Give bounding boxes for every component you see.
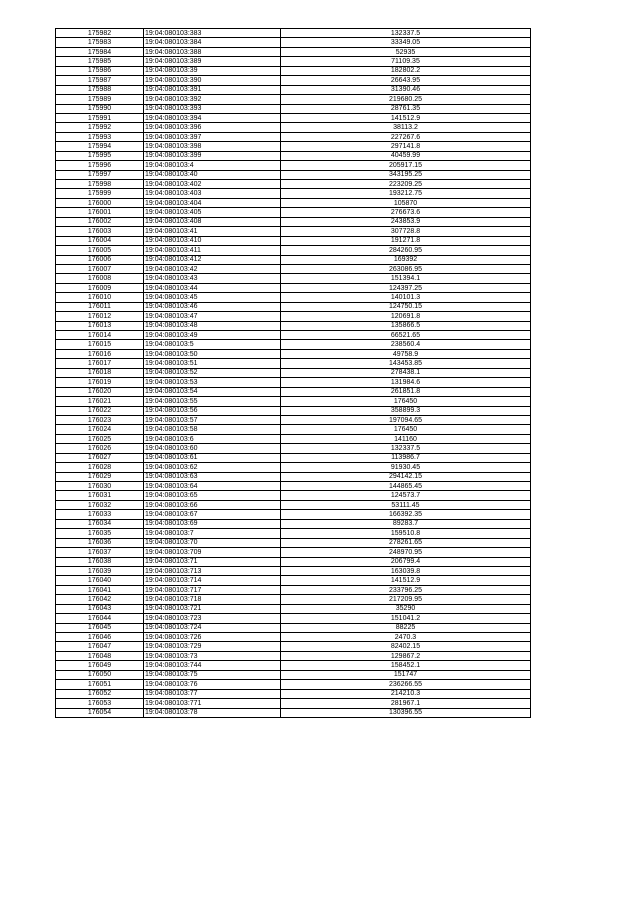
table-row [56, 689, 531, 698]
table-row [56, 633, 531, 642]
value-cell: 141512.9 [281, 113, 531, 122]
value-cell: 307728.8 [281, 227, 531, 236]
row-id-cell: 176044 [56, 614, 144, 623]
table-row [56, 208, 531, 217]
cadastral-number-cell: 19:04:080103:66 [144, 500, 281, 509]
cadastral-number-cell: 19:04:080103:57 [144, 415, 281, 424]
row-id-cell: 176030 [56, 482, 144, 491]
row-id-cell: 175997 [56, 170, 144, 179]
row-id-cell: 176053 [56, 699, 144, 708]
value-cell: 132337.5 [281, 29, 531, 38]
row-id-cell: 175983 [56, 38, 144, 47]
cadastral-number-cell: 19:04:080103:411 [144, 246, 281, 255]
value-cell: 191271.8 [281, 236, 531, 245]
cadastral-number-cell: 19:04:080103:724 [144, 623, 281, 632]
table-row [56, 302, 531, 311]
table-body [56, 29, 531, 718]
value-cell: 89283.7 [281, 519, 531, 528]
table-row [56, 227, 531, 236]
row-id-cell: 176003 [56, 227, 144, 236]
row-id-cell: 176018 [56, 368, 144, 377]
row-id-cell: 175990 [56, 104, 144, 113]
value-cell: 129867.2 [281, 651, 531, 660]
table-row [56, 415, 531, 424]
row-id-cell: 175989 [56, 95, 144, 104]
cadastral-number-cell: 19:04:080103:73 [144, 651, 281, 660]
table-row [56, 453, 531, 462]
cadastral-number-cell: 19:04:080103:67 [144, 510, 281, 519]
row-id-cell: 176014 [56, 331, 144, 340]
value-cell: 158452.1 [281, 661, 531, 670]
table-row [56, 29, 531, 38]
cadastral-number-cell: 19:04:080103:55 [144, 397, 281, 406]
table-row [56, 293, 531, 302]
table-row [56, 264, 531, 273]
table-row [56, 595, 531, 604]
row-id-cell: 176029 [56, 472, 144, 481]
value-cell: 140101.3 [281, 293, 531, 302]
cadastral-number-cell: 19:04:080103:51 [144, 359, 281, 368]
value-cell: 176450 [281, 397, 531, 406]
table-row [56, 670, 531, 679]
table-row [56, 425, 531, 434]
row-id-cell: 176046 [56, 633, 144, 642]
cadastral-number-cell: 19:04:080103:403 [144, 189, 281, 198]
cadastral-number-cell: 19:04:080103:61 [144, 453, 281, 462]
table-row [56, 661, 531, 670]
table-row [56, 85, 531, 94]
value-cell: 276673.6 [281, 208, 531, 217]
row-id-cell: 176048 [56, 651, 144, 660]
cadastral-number-cell: 19:04:080103:41 [144, 227, 281, 236]
row-id-cell: 176022 [56, 406, 144, 415]
cadastral-number-cell: 19:04:080103:78 [144, 708, 281, 717]
cadastral-number-cell: 19:04:080103:71 [144, 557, 281, 566]
table-row [56, 510, 531, 519]
row-id-cell: 176017 [56, 359, 144, 368]
value-cell: 205917.15 [281, 161, 531, 170]
cadastral-number-cell: 19:04:080103:46 [144, 302, 281, 311]
value-cell: 53111.45 [281, 500, 531, 509]
value-cell: 343195.25 [281, 170, 531, 179]
cadastral-number-cell: 19:04:080103:44 [144, 283, 281, 292]
table-row [56, 57, 531, 66]
table-row [56, 368, 531, 377]
cadastral-number-cell: 19:04:080103:4 [144, 161, 281, 170]
table-row [56, 331, 531, 340]
row-id-cell: 176002 [56, 217, 144, 226]
cadastral-number-cell: 19:04:080103:726 [144, 633, 281, 642]
table-row [56, 378, 531, 387]
value-cell: 294142.15 [281, 472, 531, 481]
cadastral-number-cell: 19:04:080103:69 [144, 519, 281, 528]
table-row [56, 113, 531, 122]
row-id-cell: 176043 [56, 604, 144, 613]
row-id-cell: 176019 [56, 378, 144, 387]
value-cell: 206799.4 [281, 557, 531, 566]
table-row [56, 463, 531, 472]
cadastral-number-cell: 19:04:080103:402 [144, 180, 281, 189]
cadastral-number-cell: 19:04:080103:384 [144, 38, 281, 47]
value-cell: 159510.8 [281, 529, 531, 538]
value-cell: 227267.6 [281, 132, 531, 141]
cadastral-number-cell: 19:04:080103:43 [144, 274, 281, 283]
value-cell: 135866.5 [281, 321, 531, 330]
cadastral-number-cell: 19:04:080103:60 [144, 444, 281, 453]
row-id-cell: 175987 [56, 76, 144, 85]
table-row [56, 680, 531, 689]
cadastral-number-cell: 19:04:080103:714 [144, 576, 281, 585]
table-row [56, 47, 531, 56]
table-row [56, 491, 531, 500]
cadastral-number-cell: 19:04:080103:70 [144, 538, 281, 547]
cadastral-number-cell: 19:04:080103:729 [144, 642, 281, 651]
table-row [56, 104, 531, 113]
value-cell: 223209.25 [281, 180, 531, 189]
cadastral-number-cell: 19:04:080103:40 [144, 170, 281, 179]
row-id-cell: 176000 [56, 198, 144, 207]
row-id-cell: 176020 [56, 387, 144, 396]
row-id-cell: 176051 [56, 680, 144, 689]
value-cell: 124573.7 [281, 491, 531, 500]
row-id-cell: 176040 [56, 576, 144, 585]
row-id-cell: 175998 [56, 180, 144, 189]
table-row [56, 123, 531, 132]
row-id-cell: 175986 [56, 66, 144, 75]
cadastral-number-cell: 19:04:080103:391 [144, 85, 281, 94]
row-id-cell: 176013 [56, 321, 144, 330]
value-cell: 217209.95 [281, 595, 531, 604]
value-cell: 91930.45 [281, 463, 531, 472]
row-id-cell: 176012 [56, 312, 144, 321]
table-row [56, 538, 531, 547]
row-id-cell: 176023 [56, 415, 144, 424]
row-id-cell: 176047 [56, 642, 144, 651]
value-cell: 281967.1 [281, 699, 531, 708]
cadastral-number-cell: 19:04:080103:412 [144, 255, 281, 264]
data-table [55, 28, 531, 718]
value-cell: 197094.65 [281, 415, 531, 424]
table-row [56, 76, 531, 85]
cadastral-number-cell: 19:04:080103:405 [144, 208, 281, 217]
cadastral-number-cell: 19:04:080103:388 [144, 47, 281, 56]
value-cell: 151394.1 [281, 274, 531, 283]
table-row [56, 576, 531, 585]
table-row [56, 397, 531, 406]
value-cell: 263086.95 [281, 264, 531, 273]
value-cell: 219680.25 [281, 95, 531, 104]
cadastral-number-cell: 19:04:080103:50 [144, 349, 281, 358]
row-id-cell: 175996 [56, 161, 144, 170]
cadastral-number-cell: 19:04:080103:52 [144, 368, 281, 377]
row-id-cell: 175995 [56, 151, 144, 160]
value-cell: 297141.8 [281, 142, 531, 151]
table-row [56, 699, 531, 708]
row-id-cell: 175988 [56, 85, 144, 94]
table-row [56, 604, 531, 613]
value-cell: 182802.2 [281, 66, 531, 75]
row-id-cell: 175993 [56, 132, 144, 141]
value-cell: 151747 [281, 670, 531, 679]
value-cell: 82402.15 [281, 642, 531, 651]
cadastral-number-cell: 19:04:080103:45 [144, 293, 281, 302]
cadastral-number-cell: 19:04:080103:394 [144, 113, 281, 122]
table-row [56, 566, 531, 575]
row-id-cell: 176036 [56, 538, 144, 547]
value-cell: 124750.15 [281, 302, 531, 311]
value-cell: 243853.9 [281, 217, 531, 226]
value-cell: 131984.6 [281, 378, 531, 387]
value-cell: 248970.95 [281, 548, 531, 557]
table-row [56, 312, 531, 321]
cadastral-number-cell: 19:04:080103:56 [144, 406, 281, 415]
table-row [56, 482, 531, 491]
row-id-cell: 176042 [56, 595, 144, 604]
row-id-cell: 176035 [56, 529, 144, 538]
table-row [56, 274, 531, 283]
row-id-cell: 175982 [56, 29, 144, 38]
row-id-cell: 176045 [56, 623, 144, 632]
cadastral-number-cell: 19:04:080103:721 [144, 604, 281, 613]
table-row [56, 387, 531, 396]
table-row [56, 151, 531, 160]
row-id-cell: 176028 [56, 463, 144, 472]
row-id-cell: 176034 [56, 519, 144, 528]
value-cell: 49758.9 [281, 349, 531, 358]
cadastral-number-cell: 19:04:080103:64 [144, 482, 281, 491]
cadastral-number-cell: 19:04:080103:7 [144, 529, 281, 538]
table-row [56, 236, 531, 245]
value-cell: 124397.25 [281, 283, 531, 292]
table-row [56, 651, 531, 660]
row-id-cell: 176024 [56, 425, 144, 434]
row-id-cell: 176039 [56, 566, 144, 575]
cadastral-number-cell: 19:04:080103:39 [144, 66, 281, 75]
cadastral-number-cell: 19:04:080103:390 [144, 76, 281, 85]
row-id-cell: 176021 [56, 397, 144, 406]
cadastral-number-cell: 19:04:080103:42 [144, 264, 281, 273]
row-id-cell: 176016 [56, 349, 144, 358]
row-id-cell: 176037 [56, 548, 144, 557]
value-cell: 2470.3 [281, 633, 531, 642]
table-row [56, 95, 531, 104]
value-cell: 214210.3 [281, 689, 531, 698]
cadastral-number-cell: 19:04:080103:744 [144, 661, 281, 670]
value-cell: 105870 [281, 198, 531, 207]
cadastral-number-cell: 19:04:080103:713 [144, 566, 281, 575]
row-id-cell: 176025 [56, 434, 144, 443]
value-cell: 278438.1 [281, 368, 531, 377]
table-row [56, 642, 531, 651]
row-id-cell: 176054 [56, 708, 144, 717]
value-cell: 71109.35 [281, 57, 531, 66]
value-cell: 40459.99 [281, 151, 531, 160]
value-cell: 38113.2 [281, 123, 531, 132]
value-cell: 130396.55 [281, 708, 531, 717]
row-id-cell: 175992 [56, 123, 144, 132]
value-cell: 33349.05 [281, 38, 531, 47]
table-row [56, 472, 531, 481]
table-row [56, 38, 531, 47]
value-cell: 141512.9 [281, 576, 531, 585]
table-row [56, 406, 531, 415]
row-id-cell: 176005 [56, 246, 144, 255]
cadastral-number-cell: 19:04:080103:49 [144, 331, 281, 340]
table-row [56, 623, 531, 632]
row-id-cell: 176008 [56, 274, 144, 283]
value-cell: 120691.8 [281, 312, 531, 321]
row-id-cell: 176026 [56, 444, 144, 453]
cadastral-number-cell: 19:04:080103:393 [144, 104, 281, 113]
cadastral-number-cell: 19:04:080103:404 [144, 198, 281, 207]
row-id-cell: 176033 [56, 510, 144, 519]
row-id-cell: 175999 [56, 189, 144, 198]
row-id-cell: 176041 [56, 585, 144, 594]
cadastral-number-cell: 19:04:080103:723 [144, 614, 281, 623]
cadastral-number-cell: 19:04:080103:396 [144, 123, 281, 132]
value-cell: 166392.35 [281, 510, 531, 519]
value-cell: 132337.5 [281, 444, 531, 453]
table-row [56, 349, 531, 358]
table-row [56, 132, 531, 141]
cadastral-number-cell: 19:04:080103:718 [144, 595, 281, 604]
row-id-cell: 176015 [56, 340, 144, 349]
cadastral-number-cell: 19:04:080103:709 [144, 548, 281, 557]
table-row [56, 142, 531, 151]
row-id-cell: 176007 [56, 264, 144, 273]
cadastral-number-cell: 19:04:080103:65 [144, 491, 281, 500]
table-row [56, 529, 531, 538]
row-id-cell: 176038 [56, 557, 144, 566]
value-cell: 52935 [281, 47, 531, 56]
value-cell: 113986.7 [281, 453, 531, 462]
row-id-cell: 176011 [56, 302, 144, 311]
table-row [56, 217, 531, 226]
table-row [56, 708, 531, 717]
value-cell: 66521.65 [281, 331, 531, 340]
row-id-cell: 176032 [56, 500, 144, 509]
table-row [56, 614, 531, 623]
cadastral-number-cell: 19:04:080103:389 [144, 57, 281, 66]
table-row [56, 548, 531, 557]
value-cell: 35290 [281, 604, 531, 613]
cadastral-number-cell: 19:04:080103:383 [144, 29, 281, 38]
row-id-cell: 175985 [56, 57, 144, 66]
value-cell: 143453.85 [281, 359, 531, 368]
row-id-cell: 176004 [56, 236, 144, 245]
cadastral-number-cell: 19:04:080103:408 [144, 217, 281, 226]
table-row [56, 585, 531, 594]
cadastral-number-cell: 19:04:080103:75 [144, 670, 281, 679]
row-id-cell: 176006 [56, 255, 144, 264]
cadastral-number-cell: 19:04:080103:771 [144, 699, 281, 708]
value-cell: 88225 [281, 623, 531, 632]
value-cell: 261851.8 [281, 387, 531, 396]
row-id-cell: 175994 [56, 142, 144, 151]
cadastral-number-cell: 19:04:080103:48 [144, 321, 281, 330]
table-row [56, 500, 531, 509]
row-id-cell: 176031 [56, 491, 144, 500]
cadastral-number-cell: 19:04:080103:398 [144, 142, 281, 151]
value-cell: 358899.3 [281, 406, 531, 415]
row-id-cell: 175991 [56, 113, 144, 122]
row-id-cell: 176001 [56, 208, 144, 217]
table-row [56, 434, 531, 443]
cadastral-number-cell: 19:04:080103:392 [144, 95, 281, 104]
cadastral-number-cell: 19:04:080103:58 [144, 425, 281, 434]
row-id-cell: 176027 [56, 453, 144, 462]
cadastral-number-cell: 19:04:080103:6 [144, 434, 281, 443]
cadastral-number-cell: 19:04:080103:399 [144, 151, 281, 160]
table-row [56, 198, 531, 207]
table-row [56, 255, 531, 264]
table-row [56, 283, 531, 292]
value-cell: 284260.95 [281, 246, 531, 255]
value-cell: 151041.2 [281, 614, 531, 623]
cadastral-number-cell: 19:04:080103:54 [144, 387, 281, 396]
value-cell: 193212.75 [281, 189, 531, 198]
row-id-cell: 176050 [56, 670, 144, 679]
cadastral-number-cell: 19:04:080103:63 [144, 472, 281, 481]
row-id-cell: 176052 [56, 689, 144, 698]
row-id-cell: 176009 [56, 283, 144, 292]
value-cell: 176450 [281, 425, 531, 434]
cadastral-number-cell: 19:04:080103:397 [144, 132, 281, 141]
value-cell: 278261.65 [281, 538, 531, 547]
cadastral-number-cell: 19:04:080103:5 [144, 340, 281, 349]
value-cell: 169392 [281, 255, 531, 264]
value-cell: 26643.95 [281, 76, 531, 85]
value-cell: 163039.8 [281, 566, 531, 575]
cadastral-number-cell: 19:04:080103:717 [144, 585, 281, 594]
table-row [56, 189, 531, 198]
table-row [56, 557, 531, 566]
row-id-cell: 176049 [56, 661, 144, 670]
table-row [56, 519, 531, 528]
table-row [56, 444, 531, 453]
table-row [56, 321, 531, 330]
table-row [56, 340, 531, 349]
value-cell: 236266.55 [281, 680, 531, 689]
value-cell: 144865.45 [281, 482, 531, 491]
row-id-cell: 175984 [56, 47, 144, 56]
cadastral-number-cell: 19:04:080103:410 [144, 236, 281, 245]
table-row [56, 359, 531, 368]
row-id-cell: 176010 [56, 293, 144, 302]
value-cell: 233796.25 [281, 585, 531, 594]
cadastral-number-cell: 19:04:080103:47 [144, 312, 281, 321]
value-cell: 238560.4 [281, 340, 531, 349]
value-cell: 31390.46 [281, 85, 531, 94]
cadastral-number-cell: 19:04:080103:77 [144, 689, 281, 698]
value-cell: 141160 [281, 434, 531, 443]
table-row [56, 66, 531, 75]
table-row [56, 161, 531, 170]
table-row [56, 246, 531, 255]
value-cell: 28761.35 [281, 104, 531, 113]
cadastral-number-cell: 19:04:080103:62 [144, 463, 281, 472]
table-row [56, 180, 531, 189]
cadastral-number-cell: 19:04:080103:76 [144, 680, 281, 689]
cadastral-number-cell: 19:04:080103:53 [144, 378, 281, 387]
table-row [56, 170, 531, 179]
